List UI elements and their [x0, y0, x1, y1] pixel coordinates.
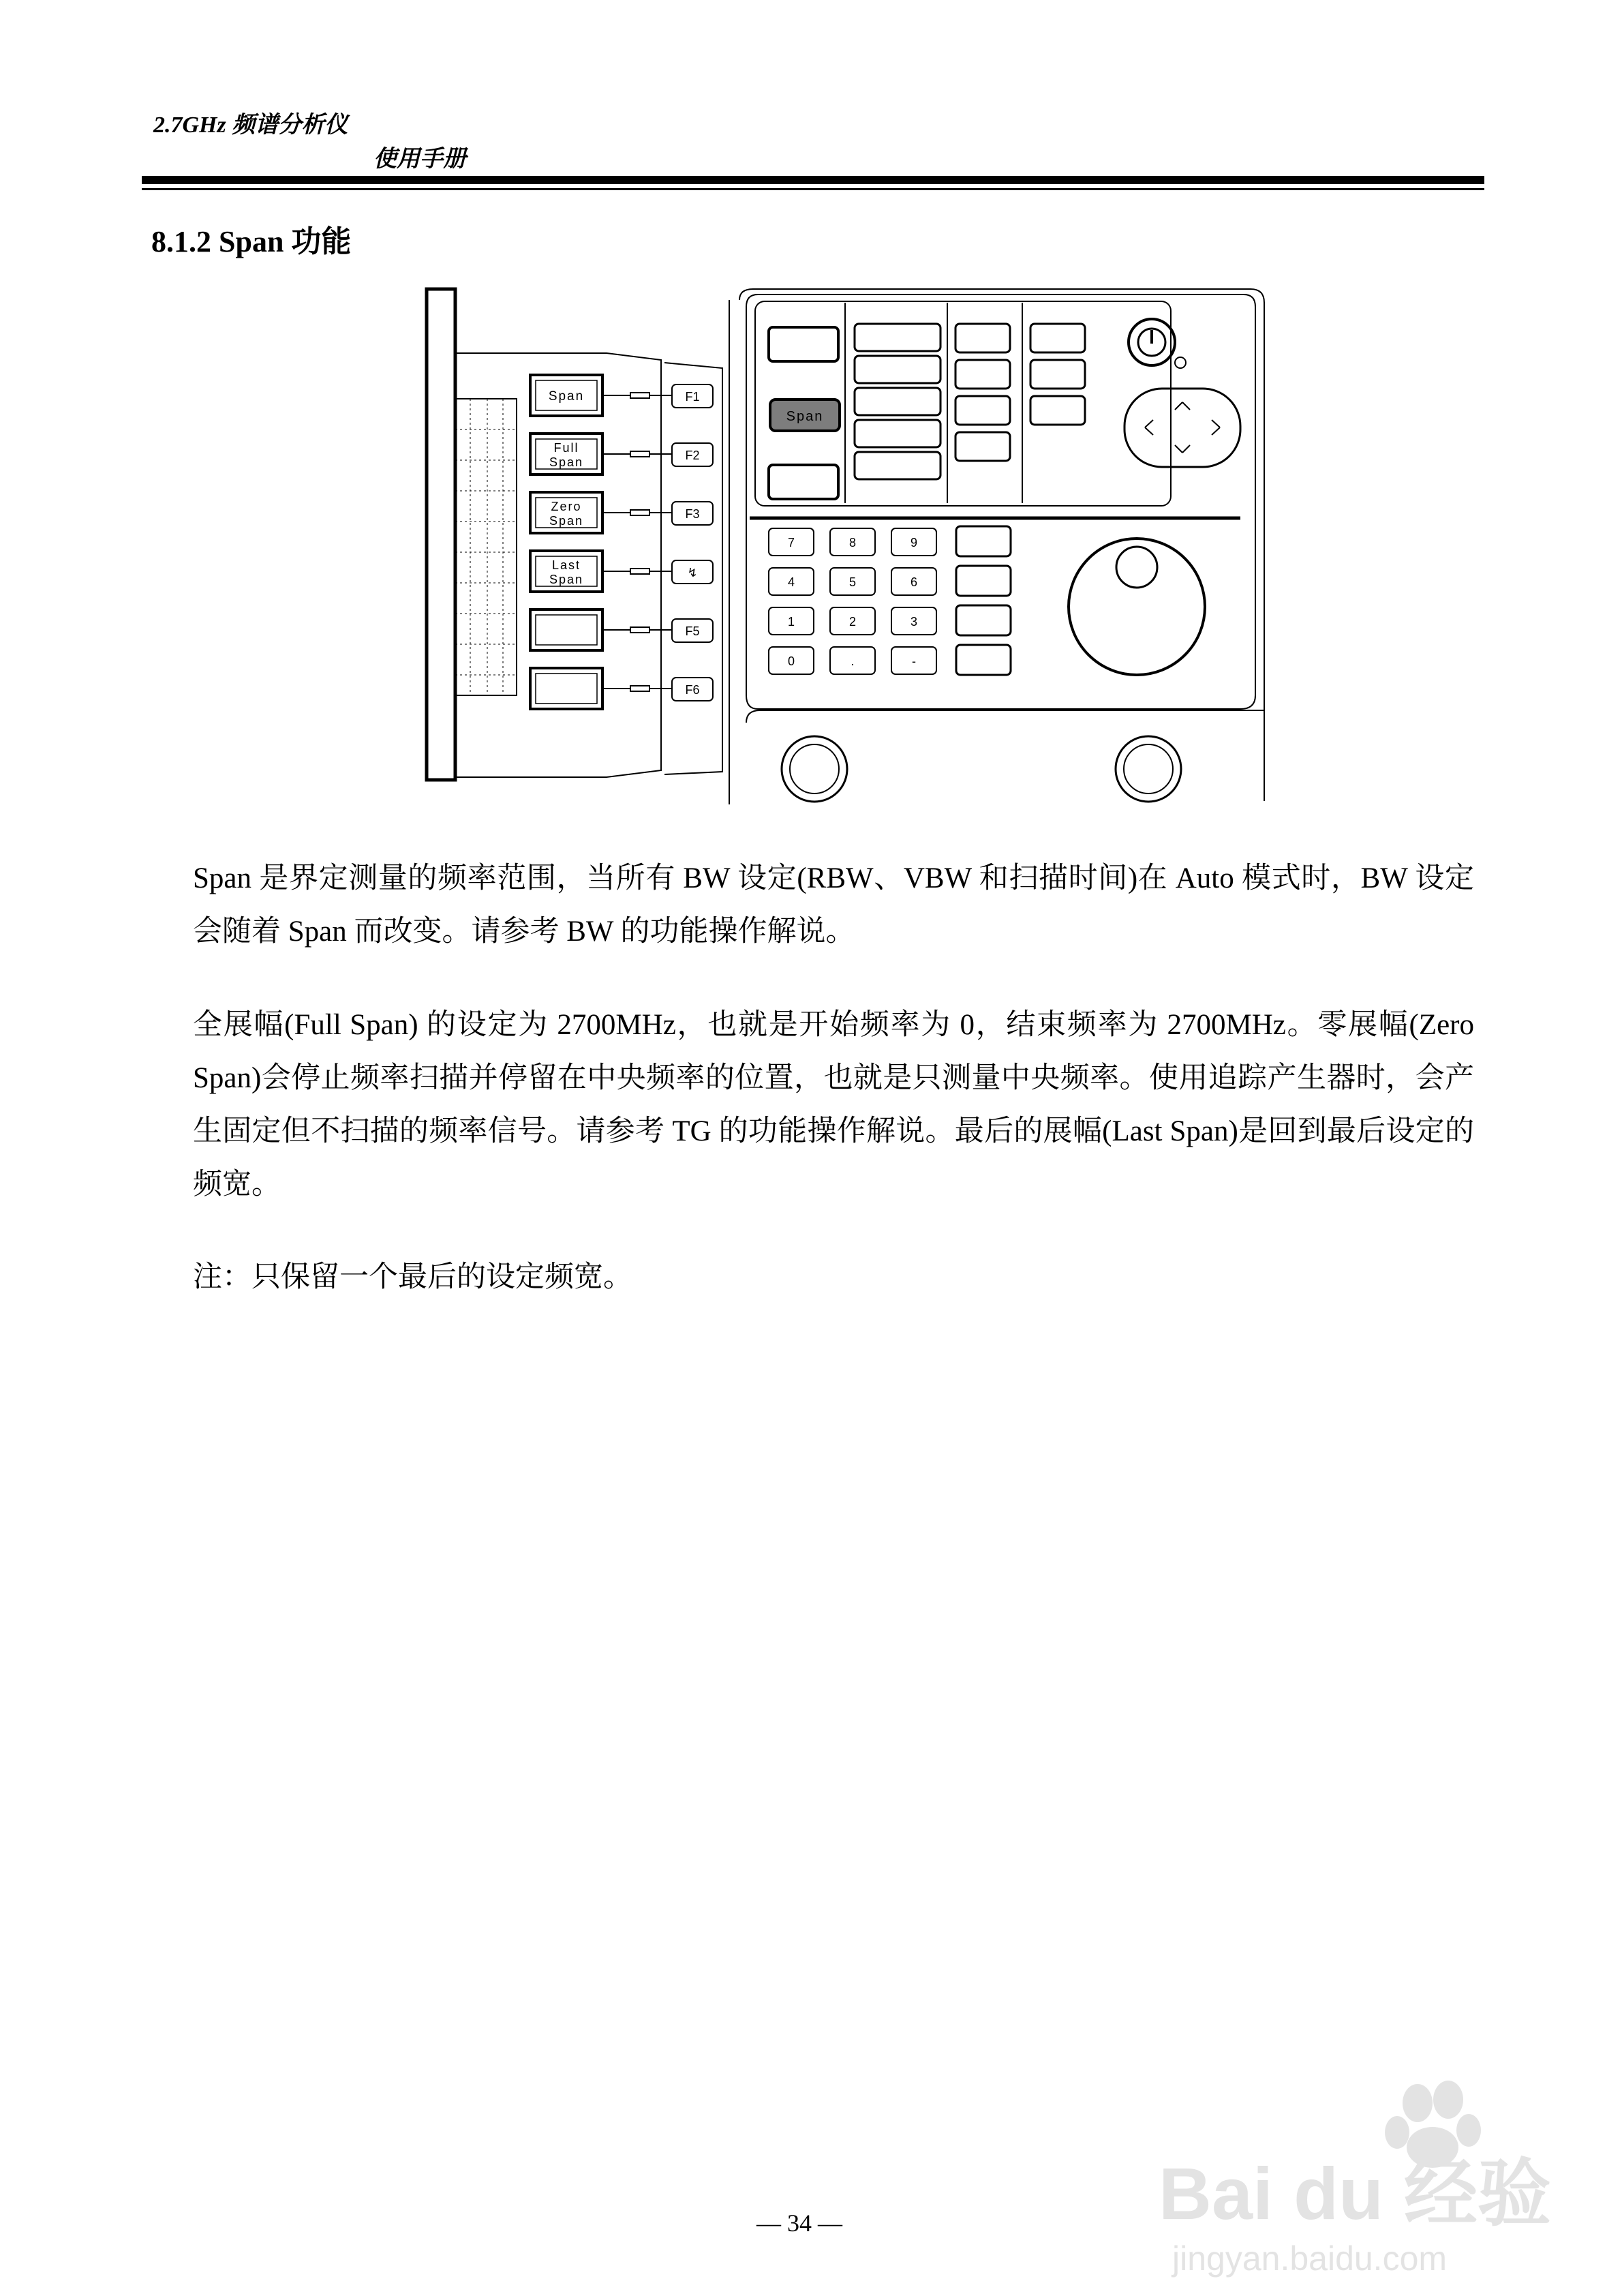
numpad-key-label-5: 6 — [910, 575, 918, 589]
softkey-sublabel-3: Span — [549, 514, 584, 528]
page-number: — 34 — — [756, 2209, 842, 2237]
softkey-label-3: Zero — [551, 500, 582, 513]
numpad-key-label-3: 4 — [787, 575, 795, 589]
softkey-connector-block — [630, 393, 649, 398]
numpad-key-label-10: . — [851, 654, 855, 668]
softkey-5[interactable] — [530, 609, 602, 650]
numpad-key-label-0: 7 — [787, 536, 795, 549]
softkey-connector-block — [630, 451, 649, 457]
paragraph-span: Span 是界定测量的频率范围，当所有 BW 设定(RBW、VBW 和扫描时间)在 Auto 模式时，BW 设定会随着 Span 而改变。请参考 BW 的功能操作解说。 — [193, 862, 1474, 948]
numpad-key-label-4: 5 — [848, 575, 857, 589]
softkey-sublabel-4: Span — [549, 573, 584, 586]
numpad-key-label-9: 0 — [787, 654, 795, 668]
display-screen — [455, 399, 517, 695]
watermark-url: jingyan.baidu.com — [1172, 2239, 1448, 2278]
softkey-inner-5 — [536, 615, 597, 645]
header-rule-thin — [142, 188, 1484, 190]
numpad-key-label-1: 8 — [848, 536, 857, 549]
front-panel-figure — [423, 286, 1274, 825]
softkey-connector-block — [630, 510, 649, 515]
baidu-watermark — [1152, 2072, 1554, 2284]
numpad-key-label-11: - — [912, 654, 916, 668]
paragraph-note: 注：只保留一个最后的设定频宽。 — [193, 1261, 632, 1293]
rotary-knob[interactable] — [1069, 539, 1205, 675]
softkey-label-1: Span — [548, 389, 585, 404]
softkey-connector-block — [630, 569, 649, 574]
header-rule-thick — [142, 176, 1484, 184]
connector-left — [782, 736, 847, 802]
fkey-label-6: F6 — [685, 683, 700, 697]
paragraph-full-zero-span: 全展幅(Full Span) 的设定为 2700MHz，也就是开始频率为 0，结束频率为 2700MHz。零展幅(Zero Span)会停止频率扫描并停留在中央频率的位置，也就是只测量中央频率。使用追踪产生器时，会产生固定但不扫描的频率信号。请参考 TG 的功能操作解说。最后的展幅(Last Span)是回到最后设定的频宽。 — [193, 1009, 1474, 1200]
numpad-key-label-7: 2 — [848, 615, 857, 629]
softkey-6[interactable] — [530, 668, 602, 709]
span-hardkey-label: Span — [786, 409, 824, 424]
softkey-inner-6 — [536, 674, 597, 704]
header-title: 2.7GHz 频谱分析仪 — [153, 112, 348, 138]
numpad-key-label-6: 1 — [787, 615, 795, 629]
softkey-connector-block — [630, 627, 649, 633]
watermark-brand: Bai du 经验 — [1159, 2152, 1552, 2235]
softkey-connector-block — [630, 686, 649, 691]
fkey-label-5: F5 — [685, 624, 700, 638]
connector-right — [1116, 736, 1181, 802]
header-subtitle: 使用手册 — [373, 147, 466, 172]
softkey-sublabel-2: Span — [549, 455, 584, 469]
fkey-label-1: F1 — [685, 390, 700, 404]
arrow-pad[interactable] — [1124, 389, 1240, 467]
softkey-label-4: Last — [551, 558, 581, 572]
numpad-key-label-2: 9 — [910, 536, 918, 549]
bezel-edge — [427, 289, 455, 780]
section-title: 8.1.2 Span 功能 — [151, 225, 352, 258]
fkey-label-2: F2 — [685, 449, 700, 462]
softkey-label-2: Full — [553, 441, 579, 455]
numpad-key-label-8: 3 — [910, 615, 918, 629]
fkey-label-4: ↯ — [687, 566, 698, 579]
fkey-label-3: F3 — [685, 507, 700, 521]
